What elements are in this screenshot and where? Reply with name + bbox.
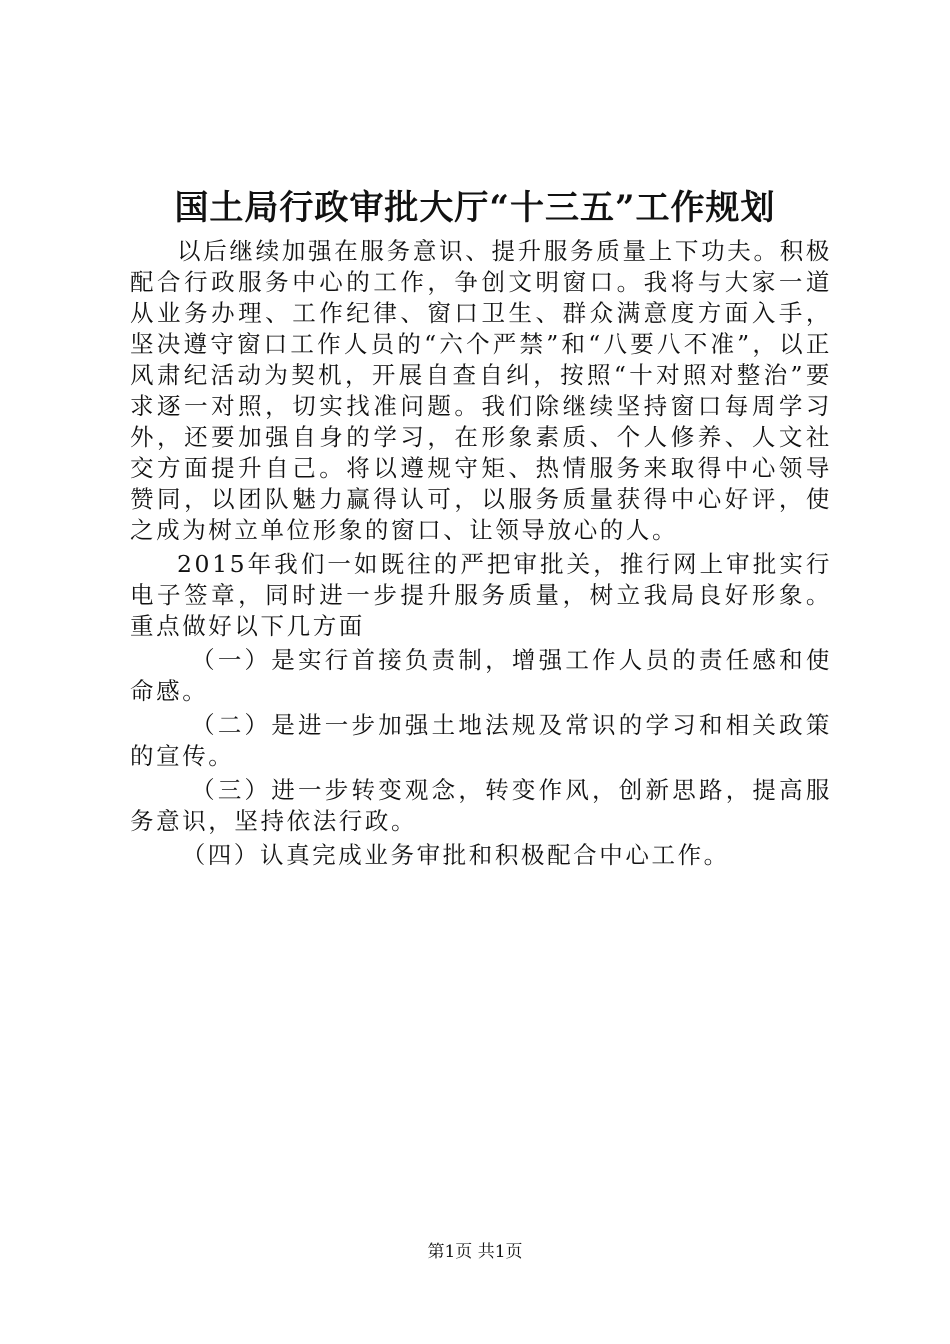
document-title: 国土局行政审批大厅“十三五”工作规划 xyxy=(174,188,776,228)
document-body xyxy=(130,236,832,874)
list-item-3: （三）进一步转变观念，转变作风，创新思路，提高服务意识，坚持依法行政。 xyxy=(130,776,832,835)
list-item-2: （二）是进一步加强土地法规及常识的学习和相关政策的宣传。 xyxy=(130,711,832,770)
paragraph-2: 2015年我们一如既往的严把审批关，推行网上审批实行电子签章，同时进一步提升服务质量，树立我局良好形象。重点做好以下几方面 xyxy=(130,550,832,640)
paragraph-1: 以后继续加强在服务意识、提升服务质量上下功夫。积极配合行政服务中心的工作，争创文明窗口。我将与大家一道从业务办理、工作纪律、窗口卫生、群众满意度方面入手，坚决遵守窗口工作人员的“六个严禁”和“八要八不准”，以正风肃纪活动为契机，开展自查自纠，按照“十对照对整治”要求逐一对照，切实找准问题。我们除继续坚持窗口每周学习外，还要加强自身的学习，在形象素质、个人修养、人文社交方面提升自己。将以遵规守矩、热情服务来取得中心领导赞同，以团队魅力赢得认可，以服务质量获得中心好评，使之成为树立单位形象的窗口、让领导放心的人。 xyxy=(130,237,832,544)
list-item-4: （四）认真完成业务审批和积极配合中心工作。 xyxy=(181,841,730,869)
page-footer: 第1页 共1页 xyxy=(427,1242,523,1262)
list-item-1: （一）是实行首接负责制，增强工作人员的责任感和使命感。 xyxy=(130,646,832,705)
